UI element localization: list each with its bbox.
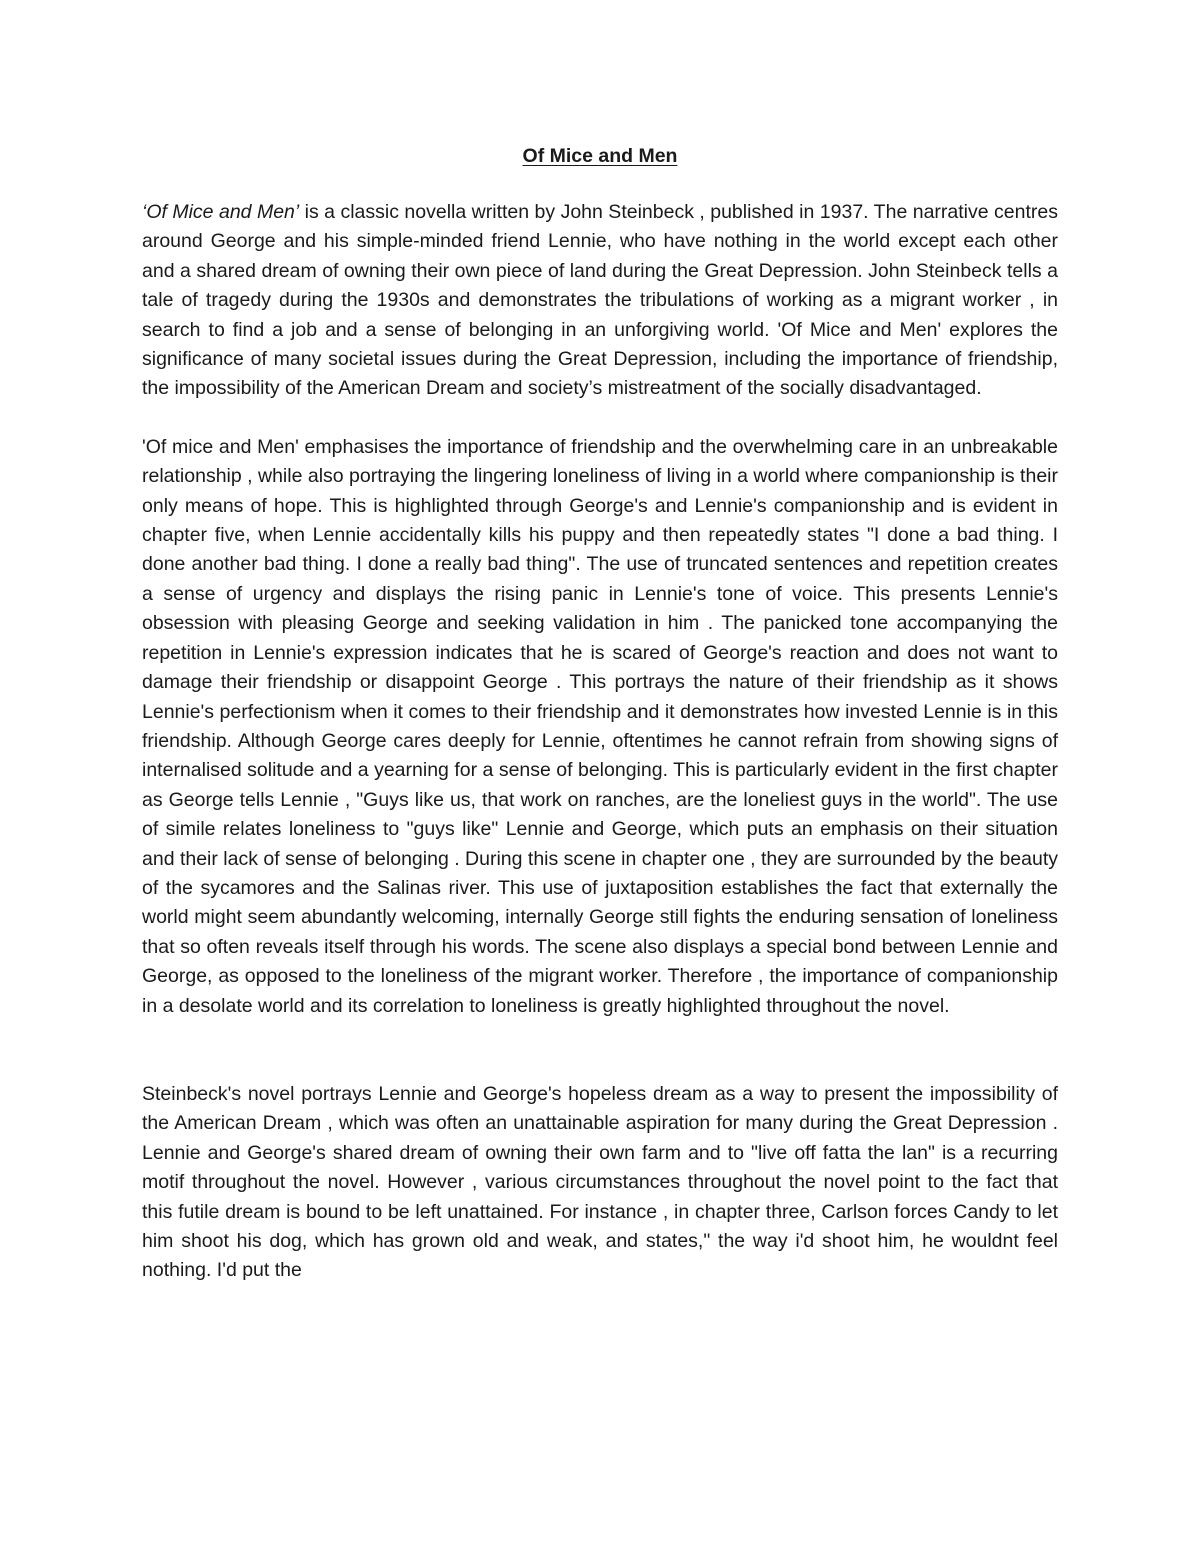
paragraph-spacer [142,404,1058,433]
paragraph-introduction [142,198,1058,404]
document-title: Of Mice and Men [522,145,678,167]
paragraph-friendship: 'Of mice and Men' emphasises the importance of friendship and the overwhelming care in an unbreakable relationship , while also portraying the lingering loneliness of living in a world where companionship is their only means of hope. This is highlighted through George's and Lennie's companionship and is evident in chapter five, when Lennie accidentally kills his puppy and then repeatedly states "I done a bad thing. I done another bad thing. I done a really bad thing". The use of truncated sentences and repetition creates a sense of urgency and displays the rising panic in Lennie's tone of voice. This presents Lennie's obsession with pleasing George and seeking validation in him . The panicked tone accompanying the repetition in Lennie's expression indicates that he is scared of George's reaction and does not want to damage their friendship or disappoint George . This portrays the nature of their friendship as it shows Lennie's perfectionism when it comes to their friendship and it demonstrates how invested Lennie is in this friendship. Although George cares deeply for Lennie, oftentimes he cannot refrain from showing signs of internalised solitude and a yearning for a sense of belonging. This is particularly evident in the first chapter as George tells Lennie , "Guys like us, that work on ranches, are the loneliest guys in the world". The use of simile relates loneliness to "guys like" Lennie and George, which puts an emphasis on their situation and their lack of sense of belonging . During this scene in chapter one , they are surrounded by the beauty of the sycamores and the Salinas river. This use of juxtaposition establishes the fact that externally the world might seem abundantly welcoming, internally George still fights the enduring sensation of loneliness that so often reveals itself through his words. The scene also displays a special bond between Lennie and George, as opposed to the loneliness of the migrant worker. Therefore , the importance of companionship in a desolate world and its correlation to loneliness is greatly highlighted throughout the novel. [142,435,1058,1017]
novel-title-italic: ‘Of Mice and Men’ [142,201,300,223]
paragraph-american-dream: Steinbeck's novel portrays Lennie and George's hopeless dream as a way to present the impossibility of the American Dream , which was often an unattainable aspiration for many during the Great Depression . Lennie and George's shared dream of owning their own farm and to "live off fatta the lan" is a recurring motif throughout the novel. However , various circumstances throughout the novel point to the fact that this futile dream is bound to be left unattained. For instance , in chapter three, Carlson forces Candy to let him shoot his dog, which has grown old and weak, and states," the way i'd shoot him, he wouldnt feel nothing. I'd put the [142,1082,1058,1282]
document-page [142,140,1058,1286]
paragraph-introduction-text: is a classic novella written by John Steinbeck , published in 1937. The narrative centres around George and his simple-minded friend Lennie, who have nothing in the world except each other and a shared dream of owning their own piece of land during the Great Depression. John Steinbeck tells a tale of tragedy during the 1930s and demonstrates the tribulations of working as a migrant worker , in search to find a job and a sense of belonging in an unforgiving world. 'Of Mice and Men' explores the significance of many societal issues during the Great Depression, including the importance of friendship, the impossibility of the American Dream and society’s mistreatment of the socially disadvantaged. [142,201,1058,400]
paragraph-spacer [142,1021,1058,1080]
